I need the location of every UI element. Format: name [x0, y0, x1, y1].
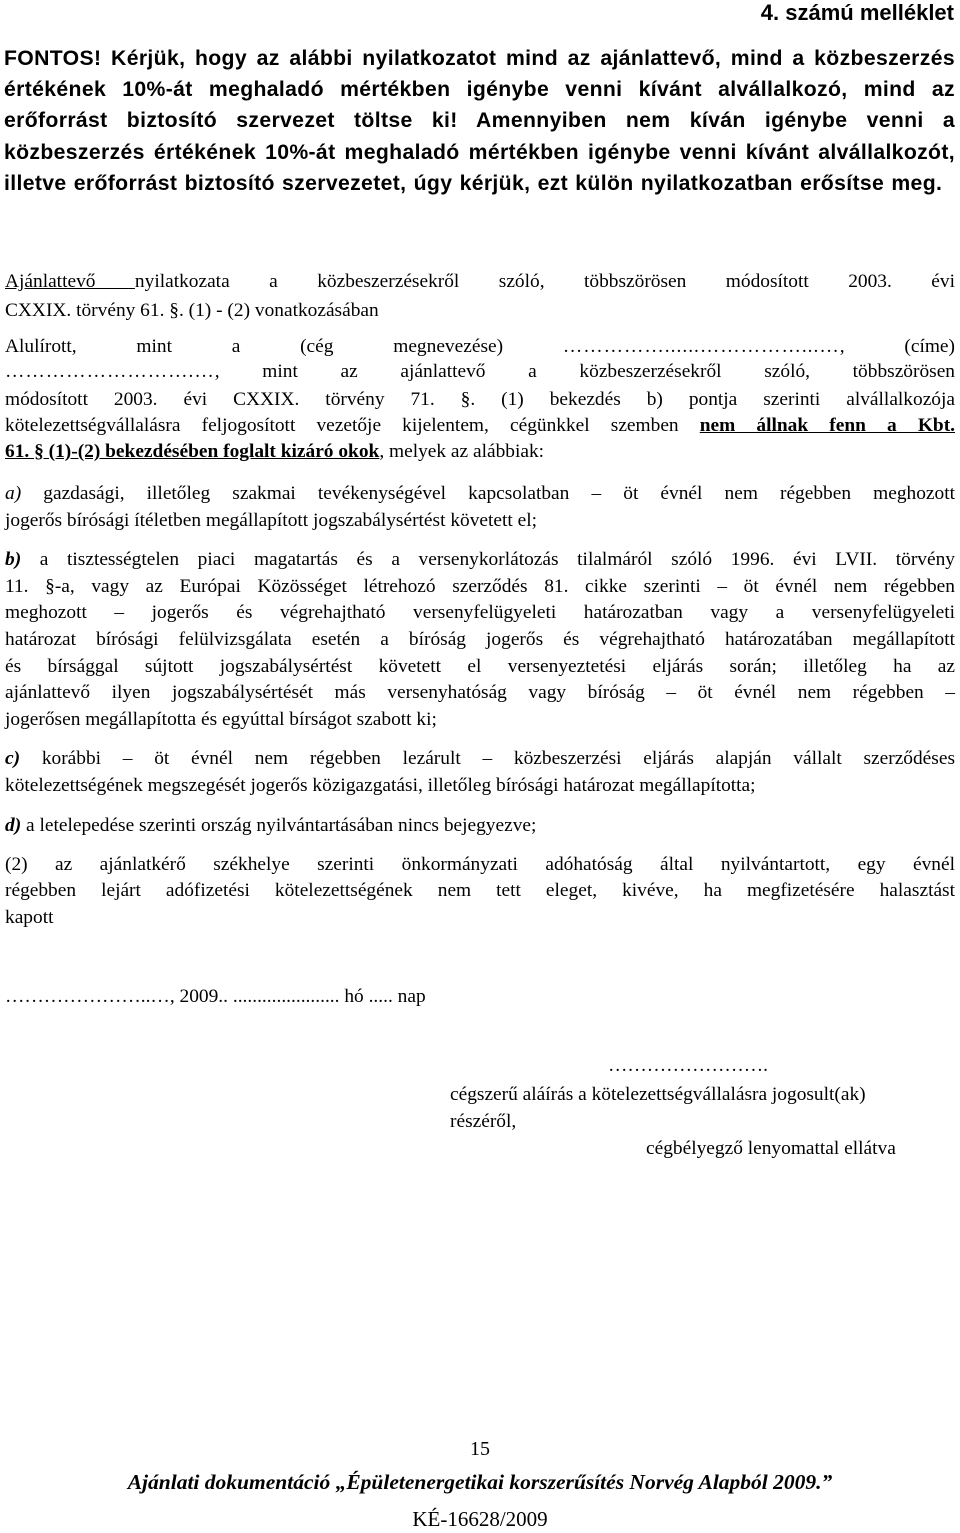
item-d-line-1 [5, 815, 955, 841]
item-a-marker: a) [5, 483, 22, 504]
annex-label: 4. számú melléklet [760, 0, 954, 25]
item-b-line-7: jogerősen megállapította és egyúttal bírságot szabott ki; [5, 709, 437, 730]
item-c-line-1 [5, 748, 955, 774]
item-d-marker: d) [5, 815, 22, 836]
declaration-line-e [5, 441, 955, 467]
signature-caption-line-2: részéről, [450, 1111, 517, 1132]
exclusion-grounds: 61. § (1)-(2) bekezdésében foglalt kizáró okok [5, 441, 380, 462]
declaration-line-d-text: kötelezettségvállalásra feljogosított vezetője kijelentem, cégünkkel szemben [5, 415, 700, 436]
item-a-line-2: jogerős bírósági ítéletben megállapított jogszabálysértést követett el; [5, 510, 538, 531]
item-2-line-3: kapott [5, 907, 54, 928]
address-label: , (címe) [839, 336, 955, 357]
item-b-line-3: meghozott – jogerős és végrehajtható versenyfelügyeleti határozatban vagy a versenyfelügyeleti [5, 602, 955, 623]
signature-dots: ……………………. [608, 1055, 768, 1076]
page-number: 15 [470, 1438, 490, 1460]
item-c-line-2: kötelezettségének megszegését jogerős közigazgatási, illetőleg bírósági határozat megállapította; [5, 775, 756, 796]
stamp-caption: cégbélyegző lenyomattal ellátva [646, 1138, 896, 1159]
item-b-line-5: és bírsággal sújtott jogszabálysértést követett el versenyeztetési eljárás során; illetőleg ha az [5, 656, 955, 677]
item-a-line-1 [5, 483, 955, 509]
declaration-line-d [5, 415, 955, 441]
declaration-title-line-1 [5, 271, 955, 297]
important-notice: FONTOS! Kérjük, hogy az alábbi nyilatkozatot mind az ajánlattevő, mind a közbeszerzés értékének 10%-át meghaladó mértékben igénybe venni kívánt alvállalkozó, mind az erőforrást biztosító szervezet töltse ki! Amennyiben nem kíván igénybe venni a közbeszerzés értékének 10%-át meghaladó mértékben igénybe venni kívánt alvállalkozót, illetve erőforrást biztosító szervezetet, úgy kérjük, ezt külön nyilatkozatban erősítse meg. [4, 47, 955, 195]
company-name-label: Alulírott, mint a (cég megnevezése) [5, 336, 504, 357]
footer-document-title: Ajánlati dokumentáció „Épületenergetikai korszerűsítés Norvég Alapból 2009.” [127, 1470, 833, 1494]
declarant-label: Ajánlattevő [5, 271, 135, 292]
address-line [5, 361, 955, 387]
company-name-dots: ……………......……………...… [562, 336, 840, 357]
item-d-text: a letelepedése szerinti ország nyilvántartásában nincs bejegyezve; [26, 815, 537, 836]
declaration-title-text: nyilatkozata a közbeszerzésekről szóló, többszörösen módosított 2003. évi [134, 271, 955, 292]
declaration-line-e-text: , melyek az alábbiak: [379, 441, 545, 462]
footer-reference-code: KÉ-16628/2009 [412, 1507, 548, 1531]
declaration-emphasis: nem állnak fenn a Kbt. [699, 415, 956, 436]
item-2-line-2: régebben lejárt adófizetési kötelezettségének nem tett eleget, kivéve, ha megfizetésére halasztást [5, 880, 955, 901]
item-b-text: a tisztességtelen piaci magatartás és a versenykorlátozás tilalmáról szóló 1996. évi LVII. törvény [39, 549, 955, 570]
item-b-line-6: ajánlattevő ilyen jogszabálysértését más versenyhatóság vagy bíróság – öt évnél nem régebben – [5, 682, 955, 703]
address-dots: ……………………….… [5, 361, 215, 382]
item-2-line-1: (2) az ajánlatkérő székhelye szerinti önkormányzati adóhatóság által nyilvántartott, egy évnél [5, 854, 955, 875]
address-line-text: , mint az ajánlattevő a közbeszerzésekről szóló, többszörösen [214, 361, 955, 382]
item-a-text: gazdasági, illetőleg szakmai tevékenységével kapcsolatban – öt évnél nem régebben meghozott [43, 483, 955, 504]
item-b-line-4: határozat bírósági felülvizsgálata esetén a bíróság jogerős és végrehajtható határozatában megállapított [5, 629, 955, 650]
item-b-marker: b) [5, 549, 22, 570]
item-b-line-2: 11. §-a, vagy az Európai Közösséget létrehozó szerződés 81. cikke szerinti – öt évnél nem régebben [5, 576, 955, 597]
item-c-text: korábbi – öt évnél nem régebben lezárult – közbeszerzési eljárás alapján vállalt szerződéses [41, 748, 955, 769]
item-b-line-1 [5, 549, 955, 575]
declaration-title-line-2: CXXIX. törvény 61. §. (1) - (2) vonatkozásában [5, 300, 379, 321]
date-line: …………………..…, 2009.. ...................... hó ..... nap [5, 986, 426, 1007]
signature-caption-line-1: cégszerű aláírás a kötelezettségvállalásra jogosult(ak) [450, 1084, 866, 1105]
item-c-marker: c) [5, 748, 21, 769]
declaration-line-c: módosított 2003. évi CXXIX. törvény 71. §. (1) bekezdés b) pontja szerinti alvállalkozója [5, 389, 955, 410]
company-name-line [5, 336, 955, 362]
